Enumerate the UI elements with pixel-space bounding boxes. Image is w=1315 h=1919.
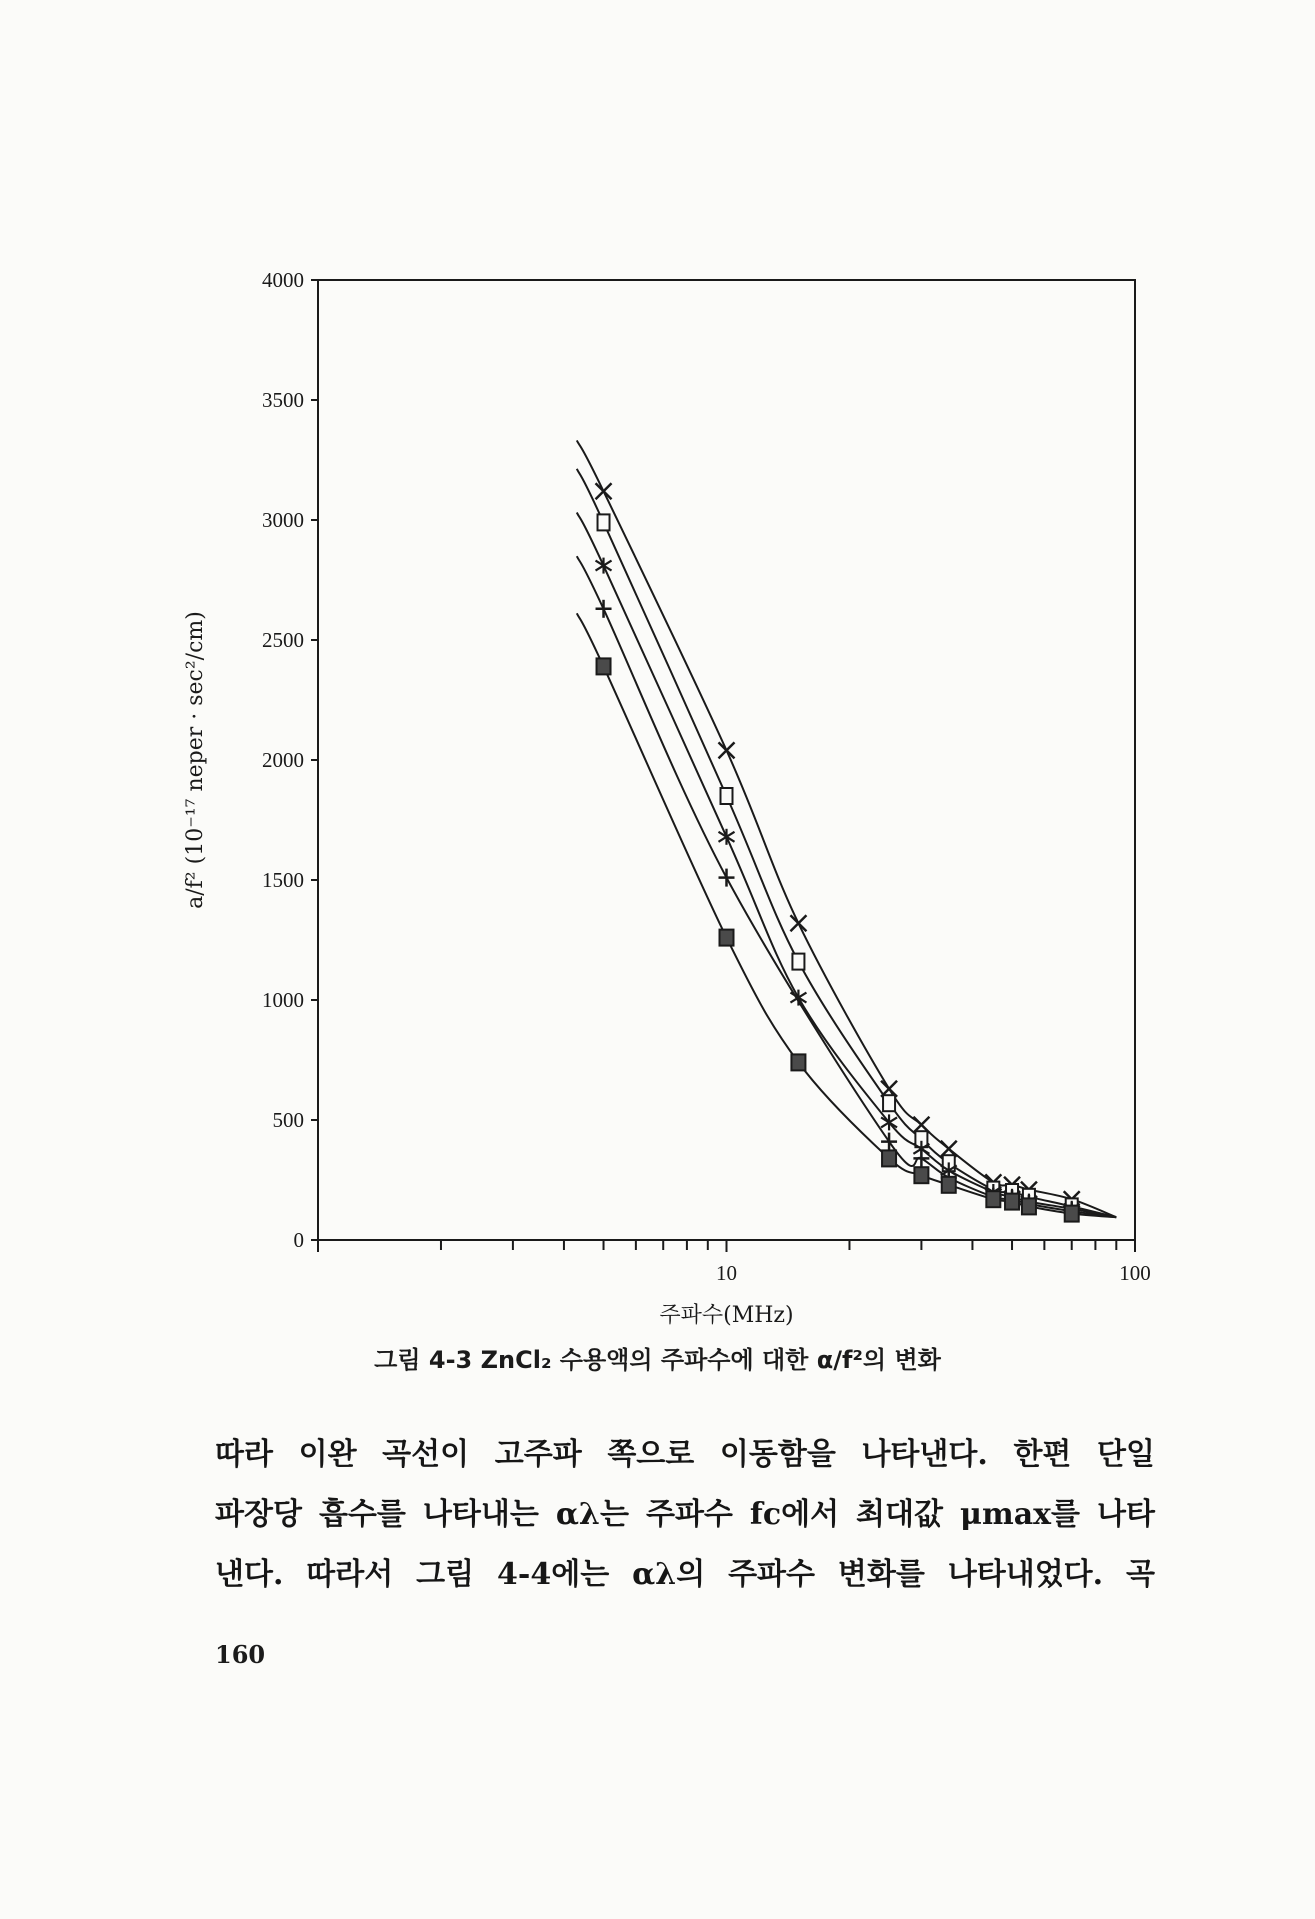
fitted-curves — [577, 440, 1117, 1217]
y-axis-title: a/f² (10⁻¹⁷ neper · sec²/cm) — [183, 611, 208, 909]
plus-marker — [596, 600, 612, 618]
y-tick-label: 1500 — [262, 868, 304, 892]
open-square-marker — [792, 954, 804, 970]
filled-square-marker — [791, 1054, 805, 1070]
x-tick-label: 100 — [1119, 1261, 1151, 1285]
x-marker — [790, 915, 806, 931]
fit-curve — [577, 613, 1117, 1217]
filled-square-marker — [1022, 1198, 1036, 1214]
open-square-marker — [598, 514, 610, 530]
asterisk-marker — [719, 829, 735, 845]
y-tick-label: 4000 — [262, 268, 304, 292]
body-paragraph — [215, 1425, 1155, 1605]
y-tick-label: 3500 — [262, 388, 304, 412]
y-tick-label: 1000 — [262, 988, 304, 1012]
x-marker — [719, 742, 735, 758]
y-tick-label: 500 — [272, 1108, 304, 1132]
fit-curve — [577, 440, 1117, 1217]
body-line: 파장당 흡수를 나타내는 αλ는 주파수 fc에서 최대값 μmax를 나타 — [215, 1497, 1155, 1532]
figure-caption: 그림 4-3 ZnCl₂ 수용액의 주파수에 대한 α/f²의 변화 — [374, 1346, 941, 1374]
body-line: 낸다. 따라서 그림 4-4에는 αλ의 주파수 변화를 나타내었다. 곡 — [215, 1557, 1155, 1592]
filled-square-marker — [914, 1167, 928, 1183]
fit-curve — [577, 469, 1117, 1217]
body-line: 따라 이완 곡선이 고주파 쪽으로 이동함을 나타낸다. 한편 단일 — [215, 1437, 1155, 1472]
open-square-marker — [883, 1095, 895, 1111]
open-square-marker — [721, 788, 733, 804]
y-axis — [262, 268, 318, 1252]
filled-square-marker — [720, 930, 734, 946]
y-tick-label: 3000 — [262, 508, 304, 532]
y-tick-label: 2500 — [262, 628, 304, 652]
asterisk-marker — [596, 558, 612, 574]
y-tick-label: 2000 — [262, 748, 304, 772]
plot-frame — [318, 280, 1135, 1240]
filled-square-marker — [1005, 1194, 1019, 1210]
x-marker — [596, 483, 612, 499]
plus-marker — [719, 869, 735, 887]
plot-area-border — [318, 280, 1135, 1240]
filled-square-marker — [882, 1150, 896, 1166]
filled-square-marker — [597, 658, 611, 674]
x-tick-label: 10 — [716, 1261, 737, 1285]
filled-square-marker — [1065, 1206, 1079, 1222]
page-number: 160 — [215, 1640, 266, 1669]
data-markers — [596, 483, 1080, 1221]
x-axis-title: 주파수(MHz) — [659, 1303, 794, 1328]
y-tick-label: 0 — [293, 1228, 304, 1252]
filled-square-marker — [942, 1177, 956, 1193]
x-axis — [318, 1240, 1151, 1285]
fit-curve — [577, 513, 1117, 1218]
filled-square-marker — [986, 1191, 1000, 1207]
